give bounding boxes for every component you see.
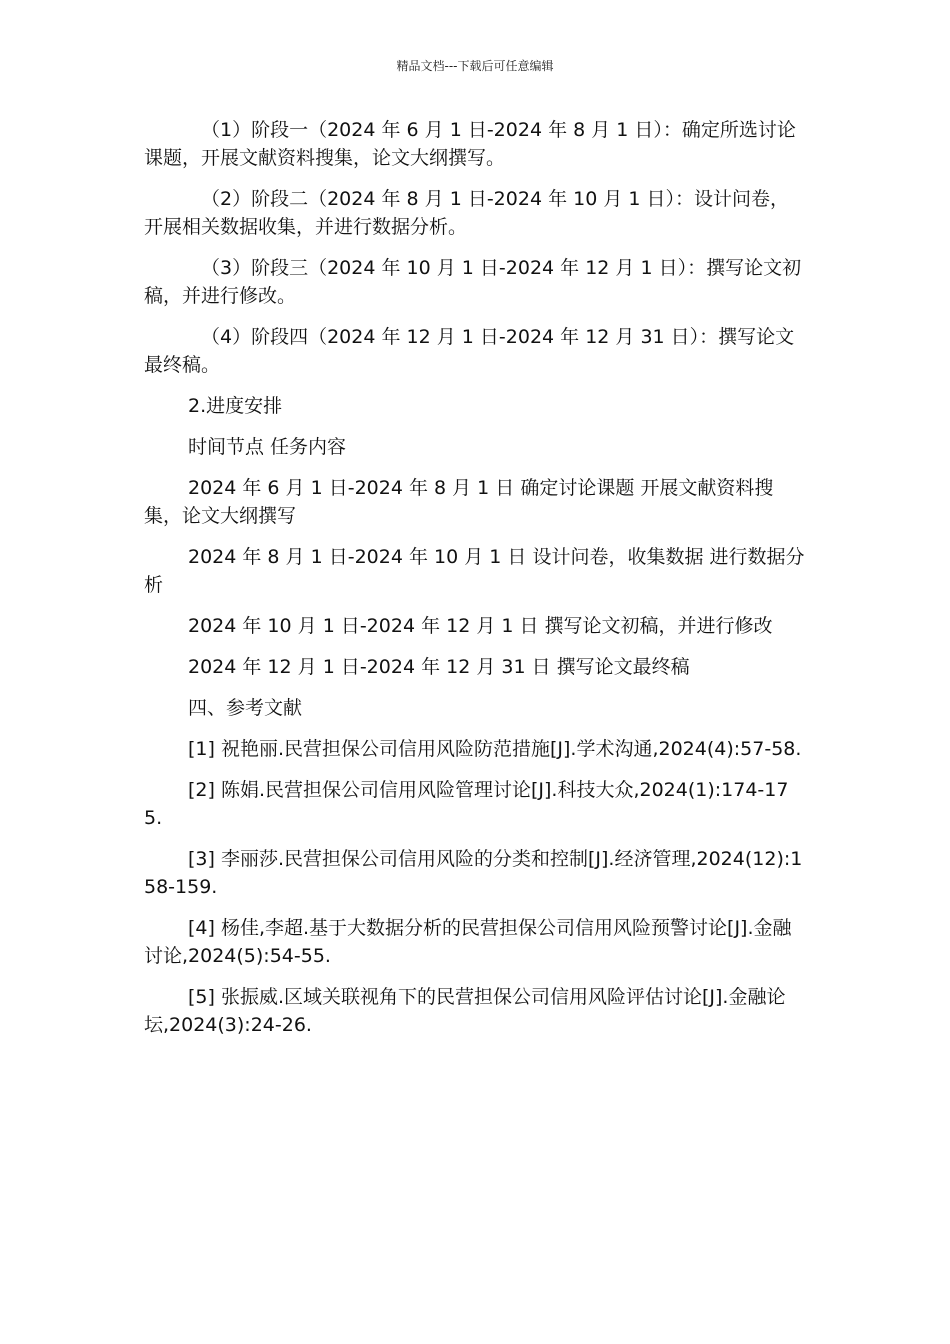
- reference-1: [1] 祝艳丽.民营担保公司信用风险防范措施[J].学术沟通,2024(4):57-58.: [188, 738, 802, 760]
- reference-3: [3] 李丽莎.民营担保公司信用风险的分类和控制[J].经济管理,2024(12):158-159.: [144, 848, 803, 898]
- schedule-heading: 2.进度安排: [188, 395, 283, 417]
- schedule-row-4: 2024 年 12 月 1 日-2024 年 12 月 31 日 撰写论文最终稿: [188, 656, 690, 678]
- reference-5: [5] 张振威.区域关联视角下的民营担保公司信用风险评估讨论[J].金融论坛,2024(3):24-26.: [144, 986, 786, 1036]
- stage-2: （2）阶段二（2024 年 8 月 1 日-2024 年 10 月 1 日）：设计问卷，开展相关数据收集，并进行数据分析。: [144, 188, 789, 238]
- reference-2: [2] 陈娟.民营担保公司信用风险管理讨论[J].科技大众,2024(1):174-175.: [144, 779, 789, 829]
- reference-4: [4] 杨佳,李超.基于大数据分析的民营担保公司信用风险预警讨论[J].金融讨论,2024(5):54-55.: [144, 917, 792, 967]
- page-header: 精品文档---下载后可任意编辑: [396, 59, 554, 73]
- document-body: [144, 116, 806, 1052]
- schedule-columns: 时间节点 任务内容: [188, 436, 347, 458]
- stage-4: （4）阶段四（2024 年 12 月 1 日-2024 年 12 月 31 日）：撰写论文最终稿。: [144, 326, 795, 376]
- stage-3: （3）阶段三（2024 年 10 月 1 日-2024 年 12 月 1 日）：撰写论文初稿，并进行修改。: [144, 257, 802, 307]
- schedule-row-1: 2024 年 6 月 1 日-2024 年 8 月 1 日 确定讨论课题 开展文献资料搜集，论文大纲撰写: [144, 477, 774, 527]
- stage-1: （1）阶段一（2024 年 6 月 1 日-2024 年 8 月 1 日）：确定所选讨论课题，开展文献资料搜集，论文大纲撰写。: [144, 119, 796, 169]
- references-heading: 四、参考文献: [188, 697, 303, 719]
- schedule-row-3: 2024 年 10 月 1 日-2024 年 12 月 1 日 撰写论文初稿，并进行修改: [188, 615, 773, 637]
- schedule-row-2: 2024 年 8 月 1 日-2024 年 10 月 1 日 设计问卷，收集数据 进行数据分析: [144, 546, 805, 596]
